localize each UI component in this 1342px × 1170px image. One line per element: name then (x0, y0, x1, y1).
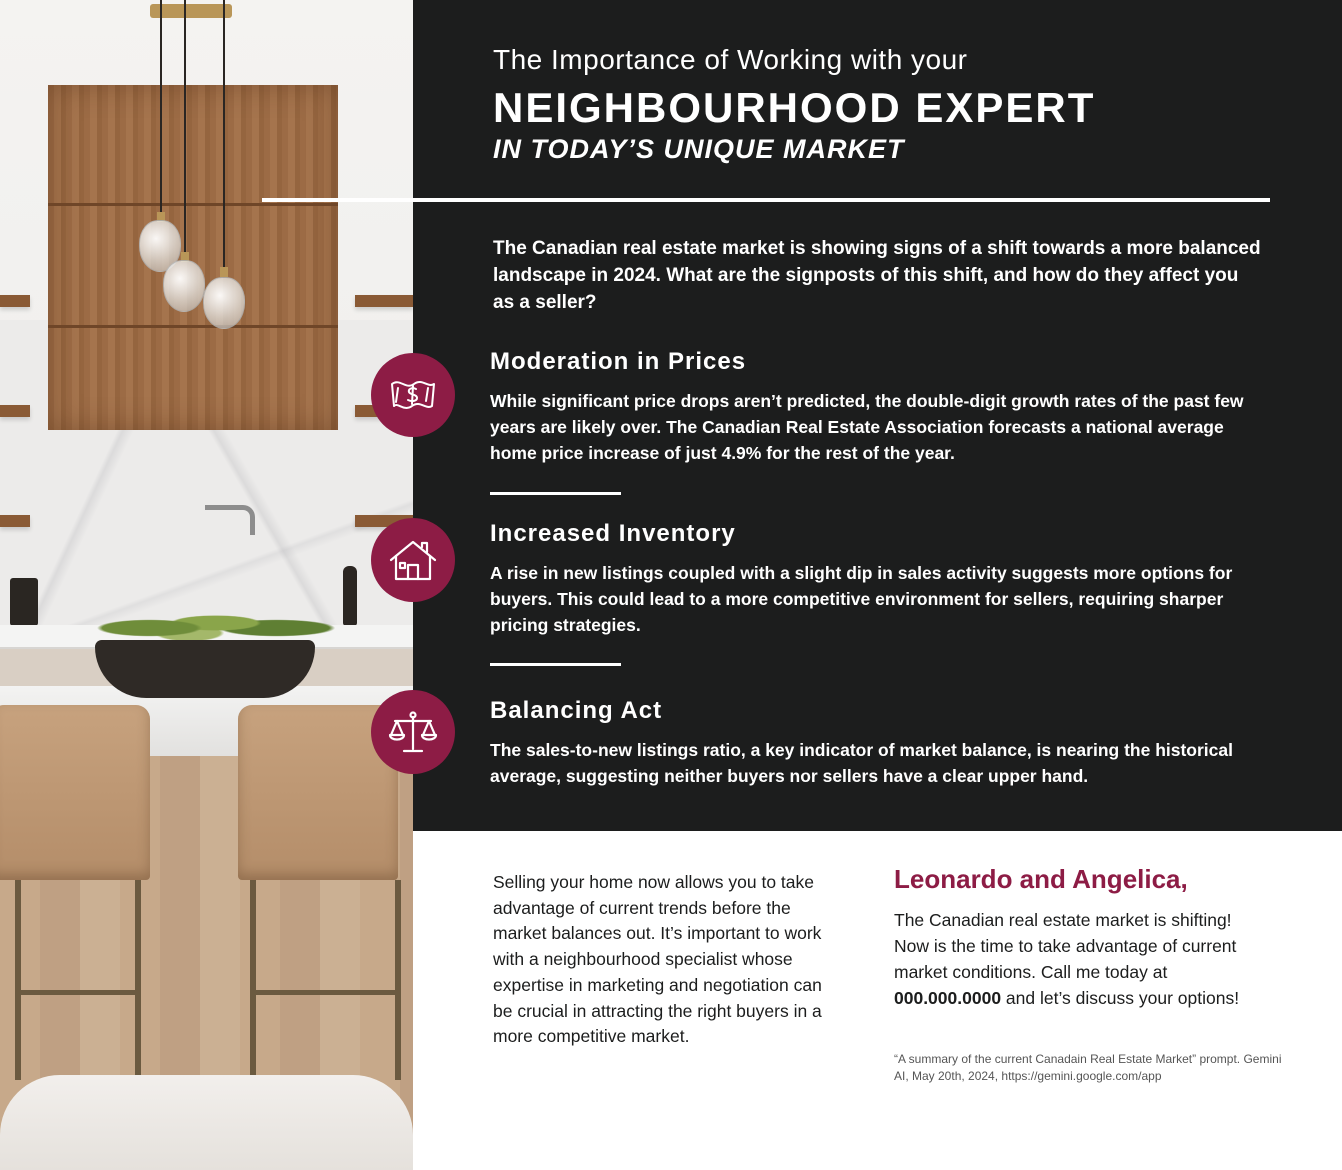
stool-leg (250, 880, 256, 1080)
faucet (205, 505, 255, 535)
pendant-cord (160, 0, 162, 215)
agent-message (894, 907, 1254, 1011)
agent-greeting: Leonardo and Angelica, (894, 864, 1188, 894)
point-title: Increased Inventory (490, 520, 736, 547)
bulb-cap (220, 267, 228, 277)
agent-message-text: and let’s discuss your options! (1001, 988, 1240, 1008)
knife-block (10, 578, 38, 626)
point-divider (490, 492, 621, 495)
point-title: Balancing Act (490, 697, 663, 724)
planter-bowl (95, 640, 315, 698)
pendant-cord (184, 0, 186, 255)
header-rule (262, 198, 1270, 202)
point-body: While significant price drops aren’t predicted, the double-digit growth rates of the past few years are likely over. The Canadian Real Estate Association forecasts a national average home price increase of just 4.9% for the rest of the year. (490, 391, 1244, 463)
headline-sub: IN TODAY’S UNIQUE MARKET (493, 134, 905, 164)
wall-shelf (0, 295, 30, 307)
agent-phone: 000.000.0000 (894, 988, 1002, 1008)
wood-cabinet (48, 85, 338, 430)
point-body: The sales-to-new listings ratio, a key indicator of market balance, is nearing the historical average, suggesting neither buyers nor sellers have a clear upper hand. (490, 740, 1233, 786)
scales-icon (371, 690, 455, 774)
point-title: Moderation in Prices (490, 348, 747, 375)
stool-footrest (250, 990, 400, 995)
pepper-mill (343, 566, 357, 626)
citation: “A summary of the current Canadain Real Estate Market” prompt. Gemini AI, May 20th, 2024, https://gemini.google.com/app (894, 1052, 1282, 1083)
headline-intro: The Importance of Working with your (493, 44, 968, 75)
money-icon (371, 353, 455, 437)
pendant-cord (223, 0, 225, 270)
headline-main: NEIGHBOURHOOD EXPERT (493, 84, 1096, 131)
point-body: A rise in new listings coupled with a slight dip in sales activity suggests more options for buyers. This could lead to a more competitive environment for sellers, requiring sharper pricing strategies. (490, 563, 1233, 635)
stool-leg (395, 880, 401, 1080)
intro-paragraph: The Canadian real estate market is showing signs of a shift towards a more balanced landscape in 2024. What are the signposts of this shift, and how do they affect you as a seller? (493, 238, 1261, 313)
wall-shelf (0, 515, 30, 527)
stool-leg (135, 880, 141, 1080)
wall-shelf (0, 405, 30, 417)
kitchen-photo (0, 0, 413, 1170)
sofa (0, 1075, 413, 1170)
cabinet-seam (48, 325, 338, 328)
pendant-bulb (163, 260, 205, 312)
stool-footrest (15, 990, 141, 995)
bar-stool (0, 705, 150, 880)
stool-leg (15, 880, 21, 1080)
agent-message-text: The Canadian real estate market is shifting! Now is the time to take advantage of current market conditions. Call me today at (894, 910, 1237, 982)
pendant-canopy (150, 4, 232, 18)
house-icon (371, 518, 455, 602)
cabinet-seam (48, 203, 338, 206)
point-divider (490, 663, 621, 666)
wall-shelf (355, 295, 413, 307)
pendant-bulb (203, 277, 245, 329)
closing-paragraph: Selling your home now allows you to take advantage of current trends before the market balances out. It’s important to work with a neighbourhood specialist whose expertise in marketing and negotiation can be crucial in attracting the right buyers in a more competitive market. (493, 872, 822, 1047)
